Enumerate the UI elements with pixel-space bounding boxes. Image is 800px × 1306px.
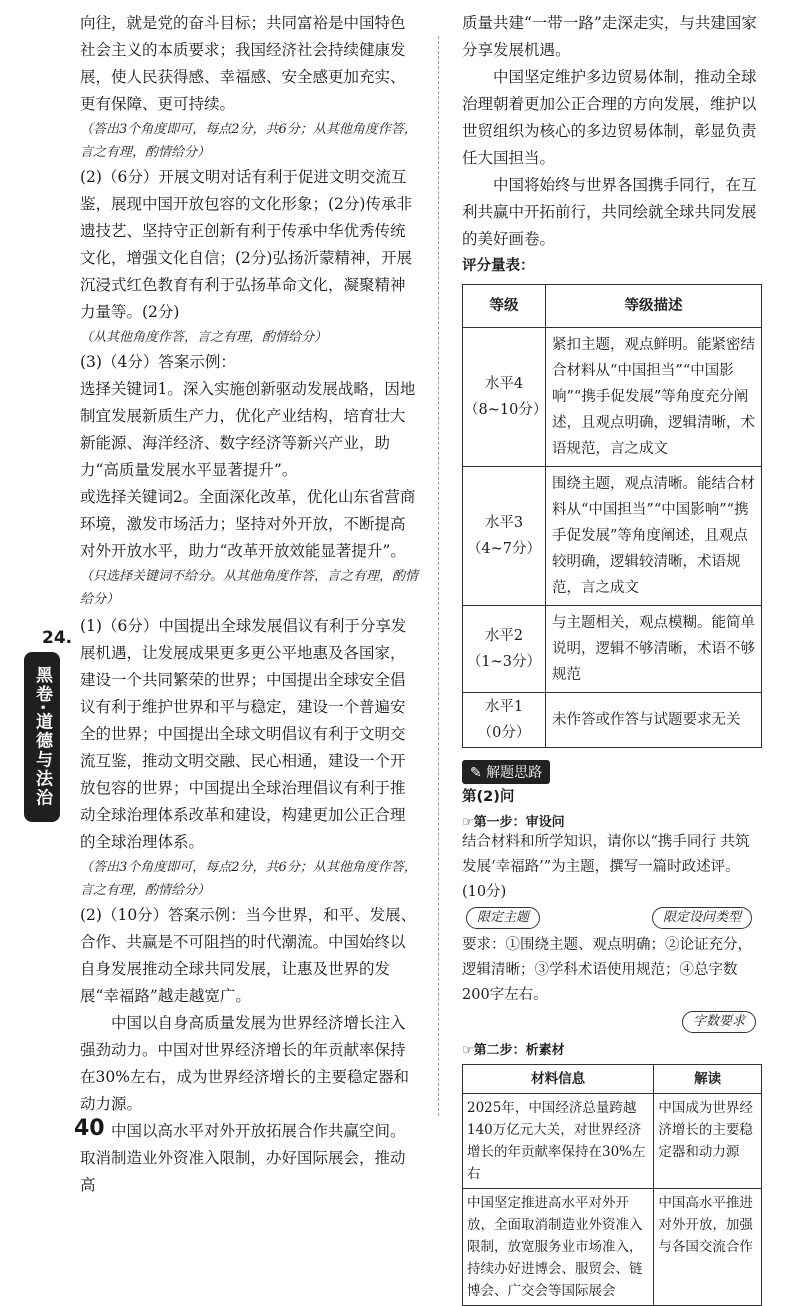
requirements: 要求：①围绕主题、观点明确；②论证充分，逻辑清晰；③学科术语使用规范；④总字数200字左右。 xyxy=(462,937,752,1003)
level-range: （0分） xyxy=(477,725,531,741)
rubric-table xyxy=(462,284,762,748)
pencil-icon: ✎ xyxy=(470,765,482,781)
scoring-note: （答出3个角度即可，每点2分，共6分；从其他角度作答，言之有理，酌情给分） xyxy=(80,860,417,898)
answer-text: 向往，就是党的奋斗目标；共同富裕是中国特色社会主义的本质要求；我国经济社会持续健康发展，使人民获得感、幸福感、安全感更加充实、更有保障、更可持续。 xyxy=(80,14,406,113)
page-number: 40 xyxy=(74,1116,105,1141)
annotation-tags xyxy=(462,905,762,933)
material-info: 中国坚定推进高水平对外开放，全面取消制造业外资准入限制，放宽服务业市场准入，持续办好进博会、服贸会、链博会、广交会等国际展会 xyxy=(463,1189,654,1306)
level-desc: 与主题相关，观点模糊。能简单说明，逻辑不够清晰，术语不够规范 xyxy=(546,606,762,693)
level-desc: 未作答或作答与试题要求无关 xyxy=(546,693,762,748)
answer-text: (2)（6分）开展文明对话有利于促进文明交流互鉴，展现中国开放包容的文化形象；(2分)传承非遗技艺、坚持守正创新有利于传承中华优秀传统文化，增强文化自信；(2分)弘扬沂蒙精神，开展沉浸式红色教育有利于弘扬革命文化，凝聚精神力量等。(2分) xyxy=(80,168,412,321)
level-desc: 围绕主题，观点清晰。能结合材料从“中国担当”“中国影响”“携手促发展”等角度阐述，且观点较明确，逻辑较清晰，术语规范，言之成文 xyxy=(546,467,762,606)
answer-text: 中国以高水平对外开放拓展合作共赢空间。取消制造业外资准入限制，办好国际展会，推动高 xyxy=(80,1122,406,1194)
level-cell xyxy=(463,467,546,606)
answer-text: 质量共建“一带一路”走深走实，与共建国家分享发展机遇。 xyxy=(462,14,757,59)
annotation-tags xyxy=(462,1008,762,1039)
answer-text: 中国以自身高质量发展为世界经济增长注入强劲动力。中国对世界经济增长的年贡献率保持在30%左右，成为世界经济增长的主要稳定器和动力源。 xyxy=(80,1014,409,1113)
annotation-tag: 限定设问类型 xyxy=(652,907,752,929)
solve-badge-label: 解题思路 xyxy=(486,765,543,781)
table-row xyxy=(463,693,762,748)
level-range: （8~10分） xyxy=(464,402,548,418)
annotation-tag: 字数要求 xyxy=(682,1011,756,1033)
table-row xyxy=(463,1094,762,1189)
level-desc: 紧扣主题，观点鲜明。能紧密结合材料从“中国担当”“中国影响”“携手促发展”等角度充分阐述，且观点明确，逻辑清晰，术语规范，言之成文 xyxy=(546,328,762,467)
table-header: 材料信息 xyxy=(463,1065,654,1094)
level-cell xyxy=(463,693,546,748)
question-prompt: 结合材料和所学知识，请你以“携手同行 共筑发展‘幸福路’”为主题，撰写一篇时政述评。(10分) xyxy=(462,834,750,900)
level-cell xyxy=(463,328,546,467)
level-range: （4~7分） xyxy=(466,541,542,557)
step-label xyxy=(462,1039,762,1058)
material-reading: 中国高水平推进对外开放，加强与各国交流合作 xyxy=(654,1189,762,1306)
level-label: 水平4 xyxy=(484,376,524,392)
answer-text: (2)（10分）答案示例：当今世界，和平、发展、合作、共赢是不可阻挡的时代潮流。中国始终以自身发展推动全球共同发展，让惠及世界的发展“幸福路”越走越宽广。 xyxy=(80,906,417,1005)
answer-text: 中国坚定维护多边贸易体制，推动全球治理朝着更加公正合理的方向发展，维护以世贸组织为核心的多边贸易体制，彰显负责任大国担当。 xyxy=(462,68,757,167)
table-row xyxy=(463,1189,762,1306)
answer-text: 选择关键词1。深入实施创新驱动发展战略，因地制宜发展新质生产力，优化产业结构，培育壮大新能源、海洋经济、数字经济等新兴产业，助力“高质量发展水平显著提升”。 xyxy=(80,380,416,479)
rubric-title: 评分量表： xyxy=(462,258,535,274)
table-row xyxy=(463,328,762,467)
level-label: 水平3 xyxy=(484,515,524,531)
step-label xyxy=(462,811,762,830)
step-text: 第一步：审设问 xyxy=(473,815,565,830)
table-header: 解读 xyxy=(654,1065,762,1094)
material-table xyxy=(462,1064,762,1306)
table-header: 等级描述 xyxy=(546,285,762,328)
answer-text: 或选择关键词2。全面深化改革，优化山东省营商环境，激发市场活力；坚持对外开放，不断提高对外开放水平，助力“改革开放效能显著提升”。 xyxy=(80,488,416,560)
level-label: 水平1 xyxy=(484,699,524,715)
scoring-note: （只选择关键词不给分。从其他角度作答，言之有理，酌情给分） xyxy=(80,569,419,607)
table-header-row xyxy=(463,1065,762,1094)
level-range: （1~3分） xyxy=(466,654,542,670)
material-reading: 中国成为世界经济增长的主要稳定器和动力源 xyxy=(654,1094,762,1189)
level-cell xyxy=(463,606,546,693)
hand-icon: ☞ xyxy=(462,1043,474,1058)
solve-badge xyxy=(462,760,550,784)
level-label: 水平2 xyxy=(484,628,524,644)
annotation-tag: 限定主题 xyxy=(466,907,540,929)
scoring-note: （从其他角度作答，言之有理，酌情给分） xyxy=(80,330,328,345)
step-text: 第二步：析素材 xyxy=(473,1043,565,1058)
answer-text: 中国将始终与世界各国携手同行，在互利共赢中开拓前行，共同绘就全球共同发展的美好画卷。 xyxy=(462,176,757,248)
question-part: 第(2)问 xyxy=(462,789,515,805)
question-number: 24. xyxy=(42,628,73,648)
material-info: 2025年，中国经济总量跨越140万亿元大关，对世界经济增长的年贡献率保持在30%左右 xyxy=(463,1094,654,1189)
table-header-row xyxy=(463,285,762,328)
answer-text: (3)（4分）答案示例： xyxy=(80,353,236,371)
solve-header xyxy=(462,760,762,784)
column-divider xyxy=(438,36,440,1116)
table-row xyxy=(463,606,762,693)
answer-text: (1)（6分）中国提出全球发展倡议有利于分享发展机遇，让发展成果更多更公平地惠及各国家，建设一个共同繁荣的世界；中国提出全球安全倡议有利于维护世界和平与稳定，建设一个普遍安全的世界；中国提出全球文明倡议有利于文明交流互鉴，推动文明交融、民心相通，建设一个开放包容的世界；中国提出全球治理倡议有利于推动全球治理体系改革和建设，构建更加公正合理的全球治理体系。 xyxy=(80,617,407,851)
side-tab: 黑卷·道德与法治 xyxy=(24,652,60,822)
table-row xyxy=(463,467,762,606)
scoring-note: （答出3个角度即可，每点2分，共6分；从其他角度作答，言之有理，酌情给分） xyxy=(80,122,417,160)
hand-icon: ☞ xyxy=(462,815,474,830)
table-header: 等级 xyxy=(463,285,546,328)
